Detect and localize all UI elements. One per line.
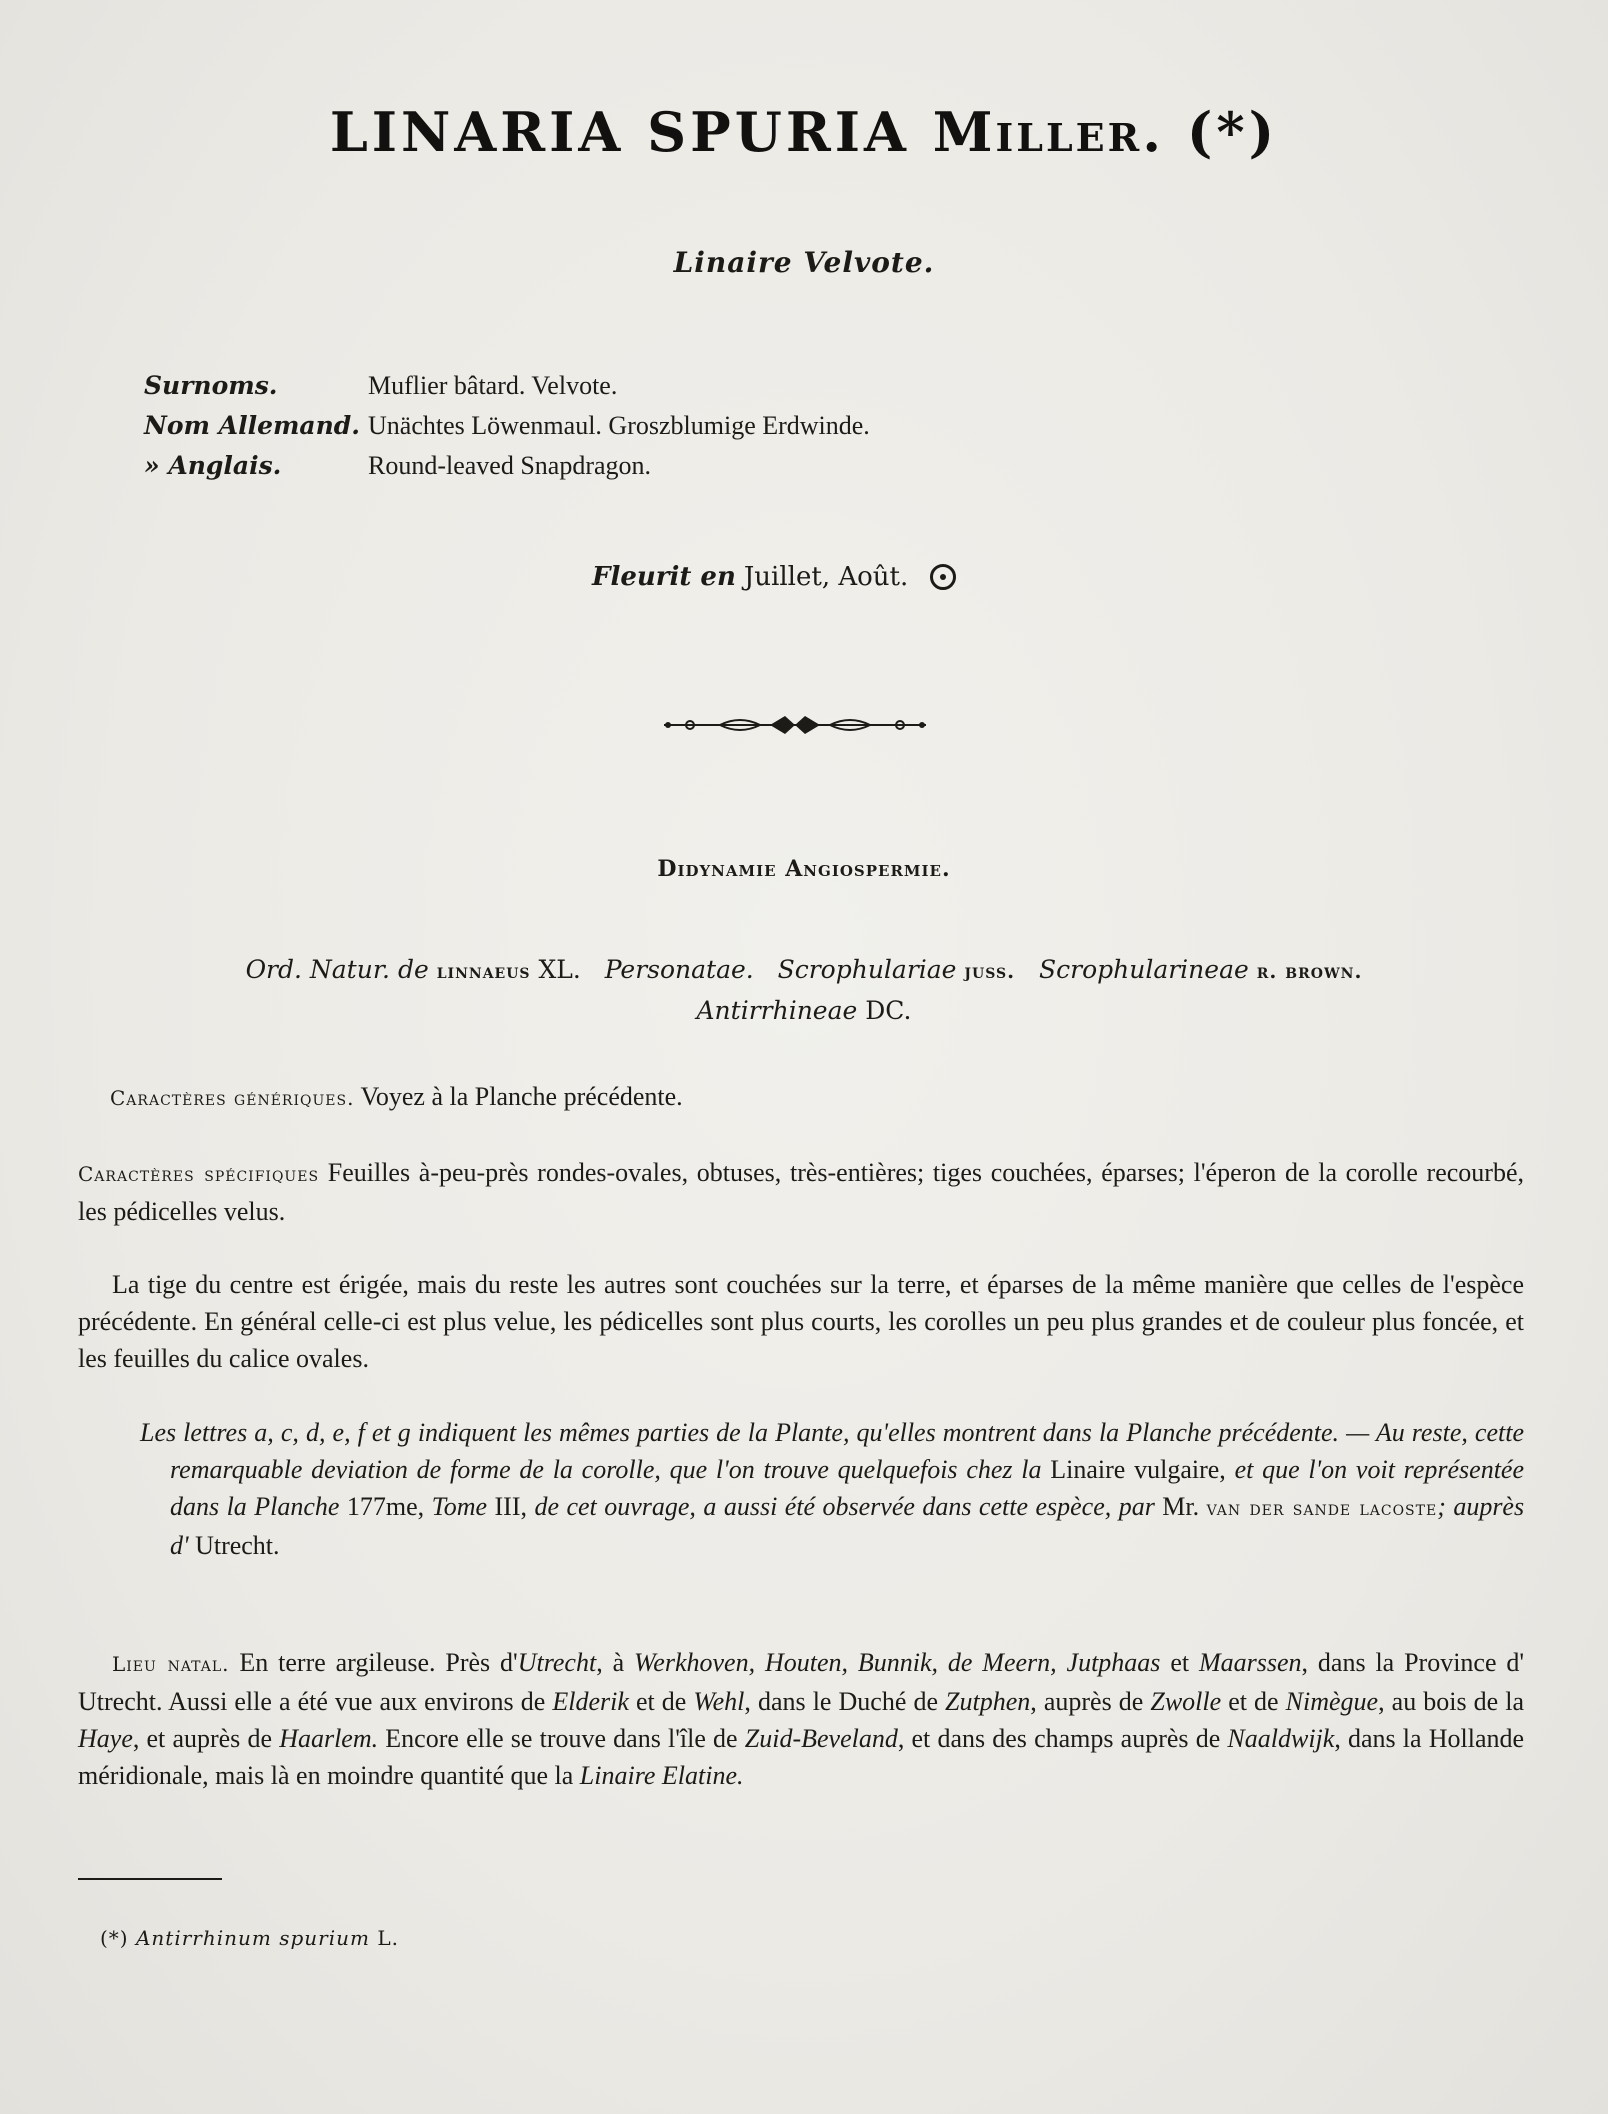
habitat-place: Elderik: [552, 1687, 629, 1716]
order-author: r. brown.: [1256, 959, 1363, 983]
title-name: LINARIA SPURIA: [329, 100, 910, 164]
habitat-place: Linaire Elatine.: [579, 1761, 744, 1790]
title-footnote-mark: (*): [1186, 100, 1279, 164]
habitat-place: Utrecht: [517, 1648, 597, 1677]
specific-characters: [78, 1154, 1524, 1230]
note-text: Mr.: [1162, 1492, 1200, 1521]
note-text: de cet ouvrage, a aussi été observée dans cette espèce, par: [534, 1492, 1155, 1521]
flowering-months: Juillet, Août.: [743, 562, 909, 592]
order-line-2: [0, 991, 1608, 1031]
note-text: Linaire vulgaire,: [1050, 1455, 1226, 1484]
habitat-text: et: [1170, 1648, 1190, 1677]
habitat-text: , dans la Province d' Utrecht. Aussi elle a été vue aux environs de: [78, 1648, 1525, 1716]
habitat-place: Zutphen: [945, 1687, 1031, 1716]
order-taxon: Personatae.: [604, 955, 754, 984]
habitat-place: Nimègue: [1285, 1687, 1379, 1716]
order-author: juss.: [964, 959, 1016, 983]
habitat-place: Zuid-Beveland: [744, 1724, 898, 1753]
order-taxon: Scrophularineae: [1038, 955, 1249, 984]
note-text: III,: [494, 1492, 527, 1521]
order-taxon: Scrophulariae: [777, 955, 957, 984]
ornament-divider-icon: [660, 712, 930, 738]
generic-label: Caractères génériques.: [110, 1086, 355, 1110]
habitat-place: Werkhoven, Houten, Bunnik, de Meern, Jutphaas: [634, 1648, 1161, 1677]
natural-order: [0, 950, 1608, 1031]
footnote-mark: (*): [100, 1926, 129, 1950]
order-author: DC.: [865, 996, 912, 1025]
specific-text: Feuilles à-peu-près rondes-ovales, obtuses, très-entières; tiges couchées, éparses; l'éperon de la corolle recourbé, les pédicelles velus.: [78, 1158, 1524, 1226]
order-label: Ord. Natur.: [245, 955, 390, 984]
note-text: Utrecht.: [195, 1531, 280, 1560]
names-row: [144, 406, 870, 446]
names-label: » Anglais.: [144, 451, 282, 480]
names-value: Round-leaved Snapdragon.: [368, 451, 652, 480]
names-value: Unächtes Löwenmaul. Groszblumige Erdwinde.: [368, 411, 870, 440]
habitat-text: , et auprès de: [132, 1724, 273, 1753]
description-paragraph: La tige du centre est érigée, mais du reste les autres sont couchées sur la terre, et éparses de la même manière que celles de l'espèce précédente. En général celle-ci est plus velue, les pédicelles sont plus courts, les corolles un peu plus grandes et de couleur plus foncée, et les feuilles du calice ovales.: [78, 1270, 1524, 1373]
habitat-place: Zwolle: [1150, 1687, 1222, 1716]
names-value: Muflier bâtard. Velvote.: [368, 371, 618, 400]
flowering-prefix: Fleurit en: [592, 562, 736, 592]
page-title: [0, 100, 1608, 164]
generic-characters: [110, 1078, 1510, 1117]
specific-label: Caractères spécifiques: [78, 1162, 320, 1186]
order-line-1: [0, 950, 1608, 991]
names-label: Nom Allemand.: [144, 411, 360, 440]
names-row: [144, 366, 870, 406]
title-author: Miller.: [932, 100, 1165, 164]
order-text: XL.: [538, 955, 581, 984]
flowering-line: [592, 562, 956, 592]
note-text: Les lettres a, c, d, e, f et g indiquent les mêmes parties de la Plante, qu'elles montrent dans la Planche précédente. — Au reste, cette remarquable deviation de forme de la corolle, que l'on trouve quelquefois chez la: [140, 1418, 1524, 1484]
habitat-paragraph: [78, 1644, 1524, 1794]
habitat-place: Haye: [78, 1724, 133, 1753]
habitat-place: Naaldwijk: [1227, 1724, 1335, 1753]
footnote-text: Antirrhinum spurium: [135, 1926, 370, 1950]
note-text: ; auprès d': [170, 1492, 1525, 1560]
plate-note: [140, 1414, 1524, 1564]
page-subtitle: Linaire Velvote.: [673, 246, 935, 279]
order-text: de: [397, 955, 429, 984]
annual-symbol-icon: [930, 564, 956, 590]
linnaean-class: Didynamie Angiospermie.: [657, 856, 951, 882]
habitat-text: , et dans des champs auprès de: [897, 1724, 1221, 1753]
names-row: [144, 446, 870, 486]
habitat-label: Lieu natal.: [112, 1652, 230, 1676]
note-text: 177me,: [346, 1492, 425, 1521]
habitat-text: , dans le Duché de: [744, 1687, 938, 1716]
footnote-rule: [78, 1878, 222, 1880]
habitat-text: En terre argileuse. Près d': [239, 1648, 518, 1677]
habitat-place: Maarssen: [1198, 1648, 1302, 1677]
footnote: [100, 1926, 399, 1950]
note-text: et que l'on voit représentée dans la Planche: [170, 1455, 1525, 1521]
names-label: Surnoms.: [144, 371, 278, 400]
habitat-place: Wehl: [693, 1687, 745, 1716]
habitat-text: , dans la Hollande méridionale, mais là en moindre quantité que la: [78, 1724, 1525, 1790]
order-taxon: Antirrhineae: [696, 996, 858, 1025]
habitat-text: , auprès de: [1030, 1687, 1144, 1716]
note-author: van der sande lacoste: [1206, 1496, 1438, 1520]
habitat-text: et de: [635, 1687, 687, 1716]
footnote-author: L.: [377, 1926, 399, 1950]
vernacular-names: [144, 366, 870, 486]
habitat-text: Encore elle se trouve dans l'île de: [385, 1724, 738, 1753]
order-author: linnaeus: [436, 959, 531, 983]
generic-text: Voyez à la Planche précédente.: [360, 1082, 683, 1111]
note-text: Tome: [431, 1492, 488, 1521]
habitat-text: et de: [1228, 1687, 1279, 1716]
habitat-text: , à: [596, 1648, 625, 1677]
habitat-text: , au bois de la: [1378, 1687, 1525, 1716]
habitat-place: Haarlem.: [279, 1724, 379, 1753]
